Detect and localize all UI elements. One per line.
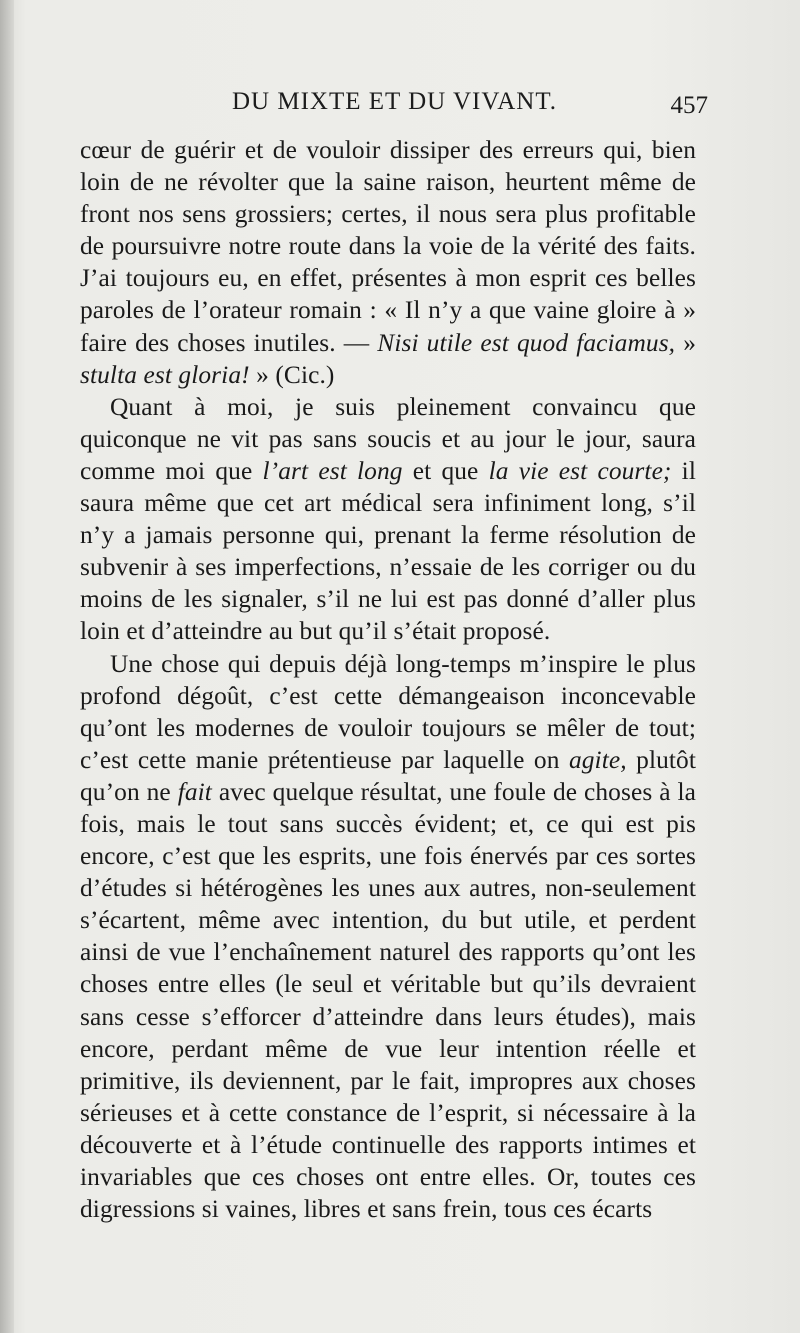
paragraph-1-text-1: cœur de guérir et de vouloir dissiper des erreurs qui, bien loin de ne révolter que la saine raison, heurtent même de front nos sens grossiers; certes, il nous sera plus profitable de poursuivre notre route dans la voie de la vérité des faits. J’ai toujours eu, en effet, présentes à mon esprit ces belles paroles de l’orateur romain : « Il n’y a que vaine gloire à » faire des choses inutiles. — (80, 136, 696, 357)
paragraph-1-text-2: » (675, 328, 696, 357)
paragraph-1-text-3: » (Cic.) (249, 360, 335, 389)
paragraph-3-italic-2: fait (177, 777, 212, 806)
paragraph-1-latin-quote-2: stulta est gloria! (80, 360, 250, 389)
page-number: 457 (670, 92, 708, 119)
paragraph-2-text-3: il saura même que cet art médical sera infiniment long, s’il n’y a jamais personne qui, prenant la ferme résolution de subvenir à ses imperfections, n’essaie de les corriger ou du moins de les signaler, s’il ne lui est pas donné d’aller plus loin et d’atteindre au but qu’il s’était proposé. (80, 456, 696, 646)
running-head: DU MIXTE ET DU VIVANT. (232, 88, 557, 115)
page-body (80, 134, 696, 1225)
paragraph-3-text-1: Une chose qui depuis déjà long-temps m’inspire le plus profond dégoût, c’est cette démangeaison inconcevable qu’ont les modernes de vouloir toujours se mêler de tout; c’est cette manie prétentieuse par laquelle on (80, 649, 696, 774)
paragraph-2-italic-2: la vie est courte; (488, 456, 672, 485)
paragraph-3-text-2: plutôt qu’on ne (80, 745, 696, 806)
paragraph-1-latin-quote-1: Nisi utile est quod faciamus, (377, 328, 676, 357)
paragraph-1 (80, 134, 696, 391)
paragraph-2-text-2: et que (402, 456, 489, 485)
paragraph-2-text-1: Quant à moi, je suis pleinement convaincu que quiconque ne vit pas sans soucis et au jour le jour, saura comme moi que (80, 392, 696, 485)
paragraph-3-italic-1: agite, (568, 745, 627, 774)
paragraph-3-text-3: avec quelque résultat, une foule de choses à la fois, mais le tout sans succès évident; et, ce qui est pis encore, c’est que les esprits, une fois énervés par ces sortes d’études si hétérogènes les unes aux autres, non-seulement s’écartent, même avec intention, du but utile, et perdent ainsi de vue l’enchaînement naturel des rapports qu’ont les choses entre elles (le seul et véritable but qu’ils devraient sans cesse s’efforcer d’atteindre dans leurs études), mais encore, perdant même de vue leur intention réelle et primitive, ils deviennent, par le fait, impropres aux choses sérieuses et à cette constance de l’esprit, si nécessaire à la découverte et à l’étude continuelle des rapports intimes et invariables que ces choses ont entre elles. Or, toutes ces digressions si vaines, libres et sans frein, tous ces écarts (80, 777, 696, 1224)
paragraph-3 (80, 648, 696, 1226)
paragraph-2 (80, 391, 696, 648)
paragraph-2-italic-1: l’art est long (262, 456, 403, 485)
page-gutter-shadow (0, 0, 14, 1333)
page-header (80, 88, 708, 122)
